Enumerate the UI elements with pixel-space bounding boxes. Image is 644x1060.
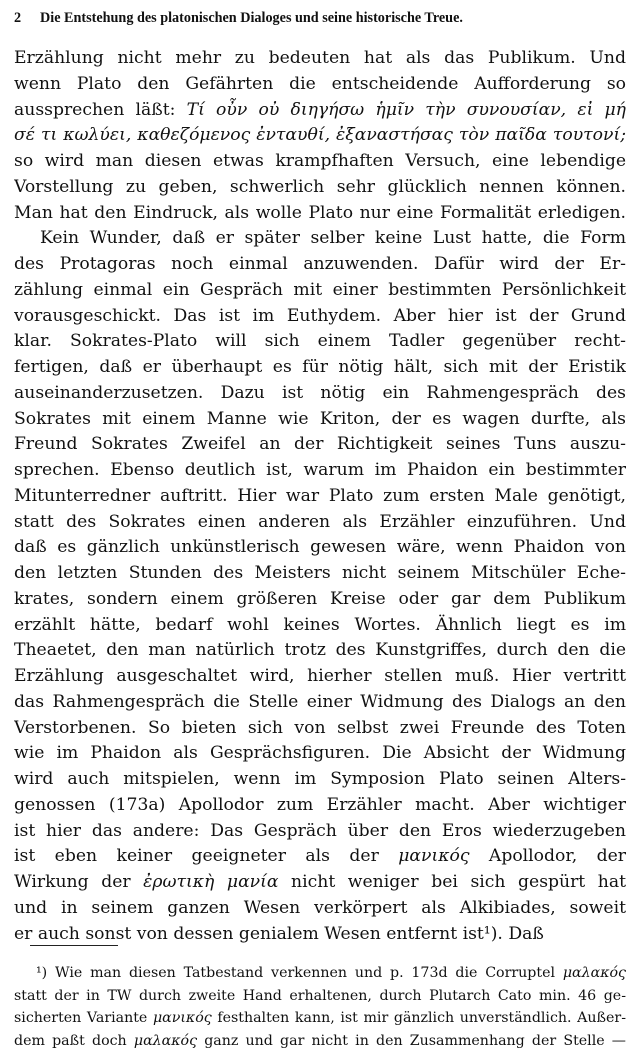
page-number: 2	[14, 10, 22, 26]
greek-quote: Τί οὖν οὐ διηγήσω ἡμῖν τὴν συνουσίαν, εἰ μή	[186, 99, 626, 120]
text-line	[14, 123, 626, 149]
text-line	[14, 793, 626, 819]
text-line	[14, 98, 626, 124]
line-segment: den letzten Stunden des Meisters nicht seinem Mitschüler Eche-	[14, 563, 626, 583]
line-segment: krates, sondern einem größeren Kreise oder gar dem Publikum	[14, 588, 626, 609]
line-segment: wird auch mitspielen, wenn im Symposion Plato seinen Alters-	[14, 769, 626, 789]
line-segment: statt der in TW durch zweite Hand erhaltenen, durch Plutarch Cato min. 46 ge-	[14, 987, 626, 1004]
text-line	[14, 638, 626, 664]
text-line	[14, 46, 626, 72]
text-line	[14, 458, 626, 484]
greek-quote: σέ τι κωλύει, καθεζόμενος ἐνταυθί, ἐξαναστήσας τὸν παῖδα τουτονί;	[14, 125, 626, 146]
text-line	[14, 304, 626, 330]
line-segment: Erzählung nicht mehr zu bedeuten hat als das Publikum. Und	[14, 48, 626, 68]
text-line	[14, 407, 626, 433]
line-segment: des Protagoras noch einmal anzuwenden. Dafür wird der Er-	[14, 254, 626, 274]
line-segment: Vorstellung zu geben, schwerlich sehr glücklich nennen können.	[14, 176, 626, 197]
line-segment: und in seinem ganzen Wesen verkörpert als Alkibiades, soweit	[14, 897, 626, 918]
text-line	[14, 896, 626, 922]
greek-quote: μανικός	[398, 846, 470, 867]
text-line	[14, 355, 626, 381]
text-line	[14, 819, 626, 845]
text-line	[14, 870, 626, 896]
footnote-separator	[30, 945, 118, 946]
line-segment: wie im Phaidon als Gesprächsfiguren. Die Absicht der Widmung	[14, 743, 626, 764]
text-line	[14, 767, 626, 793]
text-line	[14, 741, 626, 767]
line-segment: das Rahmengespräch die Stelle einer Widmung des Dialogs an den	[14, 691, 626, 712]
line-segment: vorausgeschickt. Das ist im Euthydem. Aber hier ist der Grund	[14, 305, 626, 326]
footnote-line	[14, 1007, 626, 1030]
line-segment: statt des Sokrates einen anderen als Erzähler einzuführen. Und	[14, 511, 626, 532]
line-segment: daß es gänzlich unkünstlerisch gewesen wäre, wenn Phaidon von	[14, 537, 626, 558]
greek-quote: μαλακός	[133, 1032, 198, 1049]
text-line	[14, 561, 626, 587]
text-line	[14, 149, 626, 175]
text-line	[14, 201, 626, 227]
line-segment: erzählt hätte, bedarf wohl keines Wortes. Ähnlich liegt es im	[14, 614, 626, 635]
main-text	[14, 46, 626, 947]
line-segment: Erzählung ausgeschaltet wird, hierher stellen muß. Hier vertritt	[14, 666, 626, 686]
running-title: Die Entstehung des platonischen Dialoges und seine historische Treue.	[40, 10, 463, 26]
line-segment: ist hier das andere: Das Gespräch über den Eros wiederzugeben	[14, 820, 626, 841]
line-segment: Mitunterredner auftritt. Hier war Plato zum ersten Male genötigt,	[14, 485, 626, 506]
line-segment: nicht weniger bei sich gespürt hat	[278, 872, 626, 892]
text-line	[14, 72, 626, 98]
footnote-line	[14, 1030, 626, 1053]
text-line	[14, 510, 626, 536]
line-segment: er auch sonst von dessen genialem Wesen entfernt ist¹). Daß	[14, 923, 544, 944]
text-line	[14, 226, 626, 252]
text-line	[14, 278, 626, 304]
line-segment: ¹) Wie man diesen Tatbestand verkennen und p. 173d die Corruptel	[36, 965, 563, 981]
running-header	[14, 10, 632, 32]
line-segment: Verstorbenen. So bieten sich von selbst zwei Freunde des Toten	[14, 717, 626, 738]
text-line	[14, 922, 626, 948]
text-line	[14, 432, 626, 458]
line-segment: klar. Sokrates-Plato will sich einem Tadler gegenüber recht-	[14, 331, 626, 352]
line-segment: Wirkung der	[14, 872, 144, 892]
line-segment: festhalten kann, ist mir gänzlich unverständlich. Außer-	[211, 1010, 626, 1026]
greek-quote: μανικός	[152, 1010, 212, 1026]
greek-quote: μαλακός	[562, 965, 626, 981]
greek-quote: ἐρωτικὴ μανία	[143, 872, 279, 892]
text-line	[14, 535, 626, 561]
line-segment: wenn Plato den Gefährten die entscheidende Aufforderung so	[14, 73, 626, 94]
line-segment: so wird man diesen etwas krampfhaften Versuch, eine lebendige	[14, 151, 626, 171]
line-segment: Kein Wunder, daß er später selber keine Lust hatte, die Form	[40, 228, 626, 249]
line-segment: Man hat den Eindruck, als wolle Plato nur eine Formalität erledigen.	[14, 202, 626, 223]
text-line	[14, 844, 626, 870]
line-segment: genossen (173a) Apollodor zum Erzähler macht. Aber wichtiger	[14, 794, 626, 815]
line-segment: dem paßt doch	[14, 1032, 134, 1049]
text-line	[14, 716, 626, 742]
line-segment: aussprechen läßt:	[14, 99, 187, 120]
footnote-line	[14, 985, 626, 1008]
line-segment: sicherten Variante	[14, 1010, 153, 1026]
line-segment: ist eben keiner geeigneter als der	[14, 846, 399, 867]
line-segment: Apollodor, der	[469, 846, 626, 867]
line-segment: auseinanderzusetzen. Dazu ist nötig ein Rahmengespräch des	[14, 382, 626, 403]
text-line	[14, 252, 626, 278]
footnotes	[14, 962, 626, 1052]
line-segment: sprechen. Ebenso deutlich ist, warum im Phaidon ein bestimmter	[14, 460, 626, 480]
text-line	[14, 381, 626, 407]
text-line	[14, 664, 626, 690]
line-segment: fertigen, daß er überhaupt es für nötig hält, sich mit der Eristik	[14, 357, 626, 377]
line-segment: ganz und gar nicht in den Zusammenhang der Stelle —	[197, 1032, 626, 1049]
text-line	[14, 690, 626, 716]
line-segment: zählung einmal ein Gespräch mit einer bestimmten Persönlichkeit	[14, 279, 626, 300]
line-segment: Freund Sokrates Zweifel an der Richtigkeit seines Tuns auszu-	[14, 434, 626, 455]
text-line	[14, 175, 626, 201]
text-line	[14, 484, 626, 510]
text-line	[14, 329, 626, 355]
footnote-line	[14, 962, 626, 985]
text-line	[14, 613, 626, 639]
text-line	[14, 587, 626, 613]
line-segment: Sokrates mit einem Manne wie Kriton, der es wagen durfte, als	[14, 408, 626, 429]
line-segment: Theaetet, den man natürlich trotz des Kunstgriffes, durch den die	[14, 640, 626, 661]
